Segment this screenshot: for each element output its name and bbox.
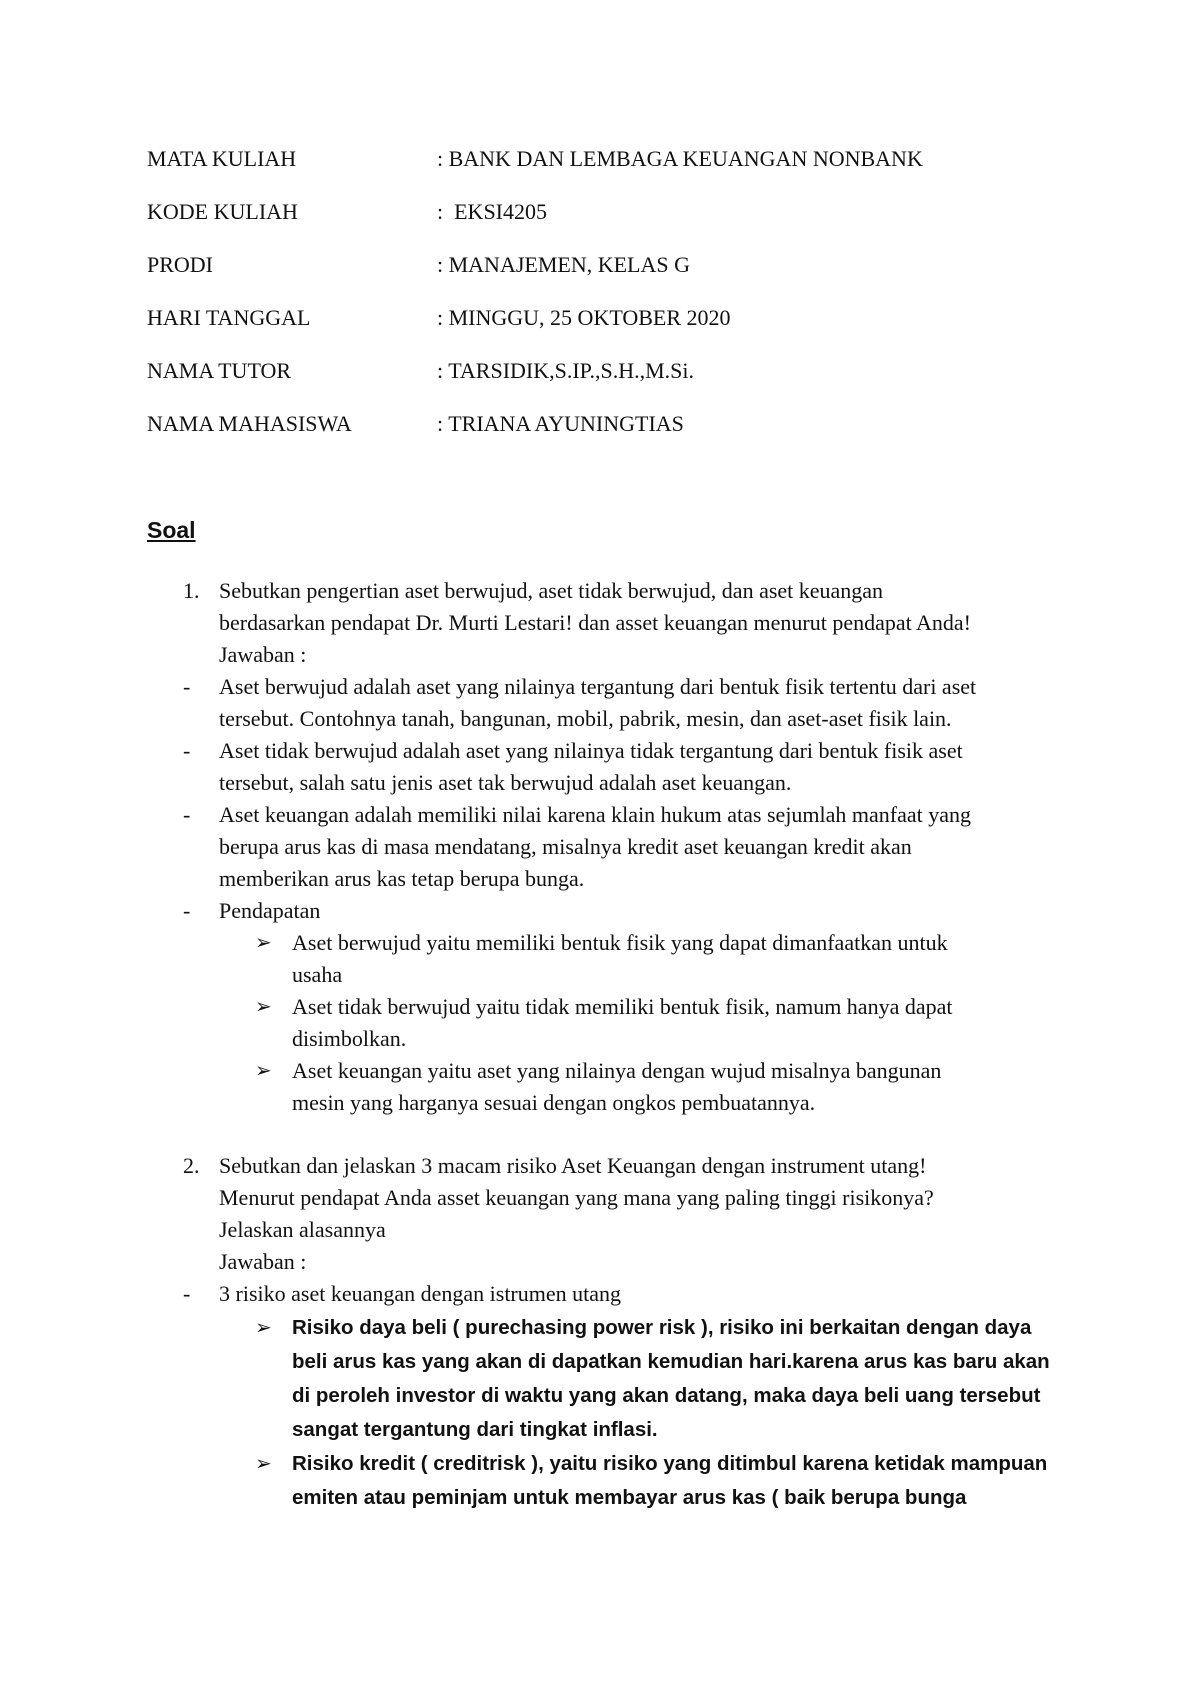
answer-text: memberikan arus kas tetap berupa bunga.: [219, 866, 585, 891]
dash-bullet: -: [183, 802, 191, 827]
subitem-text: mesin yang harganya sesuai dengan ongkos pembuatannya.: [292, 1090, 816, 1115]
arrowhead-bullet-icon: ➢: [255, 1453, 272, 1475]
arrowhead-bullet-icon: ➢: [255, 1317, 272, 1339]
subitem-text: usaha: [292, 962, 343, 987]
header-row: [147, 251, 923, 304]
dash-bullet: -: [183, 738, 191, 763]
section-title: Soal: [147, 517, 196, 543]
question-text: Menurut pendapat Anda asset keuangan yang mana yang paling tinggi risikonya?: [219, 1185, 934, 1210]
header-label: PRODI: [147, 252, 214, 277]
answer-label: Jawaban :: [219, 642, 307, 667]
header-value: : BANK DAN LEMBAGA KEUANGAN NONBANK: [437, 146, 923, 171]
header-label: NAMA TUTOR: [147, 358, 292, 383]
dash-bullet: -: [183, 1281, 191, 1306]
subitem-text: Aset tidak berwujud yaitu tidak memiliki bentuk fisik, namum hanya dapat: [292, 994, 953, 1019]
subitem-text: beli arus kas yang akan di dapatkan kemudian hari.karena arus kas baru akan: [292, 1350, 1050, 1373]
header-label: MATA KULIAH: [147, 146, 297, 171]
question-number: 1.: [183, 578, 200, 603]
header-row: [147, 304, 923, 357]
answer-label: Jawaban :: [219, 1249, 307, 1274]
answer-text: tersebut. Contohnya tanah, bangunan, mobil, pabrik, mesin, dan aset-aset fisik lain.: [219, 706, 952, 731]
header-row: [147, 410, 923, 463]
subitem-text: sangat tergantung dari tingkat inflasi.: [292, 1418, 658, 1441]
question-text: Sebutkan pengertian aset berwujud, aset tidak berwujud, dan aset keuangan: [219, 578, 884, 603]
header-value: : EKSI4205: [437, 199, 547, 224]
subitem-text: Risiko daya beli ( purechasing power risk ), risiko ini berkaitan dengan daya: [292, 1316, 1032, 1339]
subitem-text: Risiko kredit ( creditrisk ), yaitu risiko yang ditimbul karena ketidak mampuan: [292, 1452, 1048, 1475]
subitem-text: Aset keuangan yaitu aset yang nilainya dengan wujud misalnya bangunan: [292, 1058, 942, 1083]
subitem-text: di peroleh investor di waktu yang akan datang, maka daya beli uang tersebut: [292, 1384, 1041, 1407]
answer-text: Aset keuangan adalah memiliki nilai karena klain hukum atas sejumlah manfaat yang: [219, 802, 972, 827]
answer-text: Aset tidak berwujud adalah aset yang nilainya tidak tergantung dari bentuk fisik aset: [219, 738, 963, 763]
subitem-text: emiten atau peminjam untuk membayar arus kas ( baik berupa bunga: [292, 1486, 967, 1509]
header-row: [147, 145, 923, 198]
header-value: : MINGGU, 25 OKTOBER 2020: [437, 305, 731, 330]
answer-text: Pendapatan: [219, 898, 321, 923]
header-label: NAMA MAHASISWA: [147, 411, 352, 436]
header-row: [147, 198, 923, 251]
subitem-text: disimbolkan.: [292, 1026, 407, 1051]
header-label: HARI TANGGAL: [147, 305, 311, 330]
header-value: : MANAJEMEN, KELAS G: [437, 252, 690, 277]
header-value: : TRIANA AYUNINGTIAS: [437, 411, 684, 436]
answer-text: berupa arus kas di masa mendatang, misalnya kredit aset keuangan kredit akan: [219, 834, 912, 859]
answer-text: tersebut, salah satu jenis aset tak berwujud adalah aset keuangan.: [219, 770, 792, 795]
header-row: [147, 357, 923, 410]
answer-text: Aset berwujud adalah aset yang nilainya tergantung dari bentuk fisik tertentu dari aset: [219, 674, 977, 699]
header-value: : TARSIDIK,S.IP.,S.H.,M.Si.: [437, 358, 695, 383]
subitem-text: Aset berwujud yaitu memiliki bentuk fisik yang dapat dimanfaatkan untuk: [292, 930, 948, 955]
question-number: 2.: [183, 1153, 200, 1178]
arrowhead-bullet-icon: ➢: [255, 1060, 272, 1082]
arrowhead-bullet-icon: ➢: [255, 932, 272, 954]
header-label: KODE KULIAH: [147, 199, 298, 224]
question-text: berdasarkan pendapat Dr. Murti Lestari! dan asset keuangan menurut pendapat Anda!: [219, 610, 972, 635]
question-text: Jelaskan alasannya: [219, 1217, 386, 1242]
header-info: [147, 145, 923, 463]
question-text: Sebutkan dan jelaskan 3 macam risiko Aset Keuangan dengan instrument utang!: [219, 1153, 927, 1178]
dash-bullet: -: [183, 898, 191, 923]
arrowhead-bullet-icon: ➢: [255, 996, 272, 1018]
dash-bullet: -: [183, 674, 191, 699]
answer-text: 3 risiko aset keuangan dengan istrumen utang: [219, 1281, 622, 1306]
